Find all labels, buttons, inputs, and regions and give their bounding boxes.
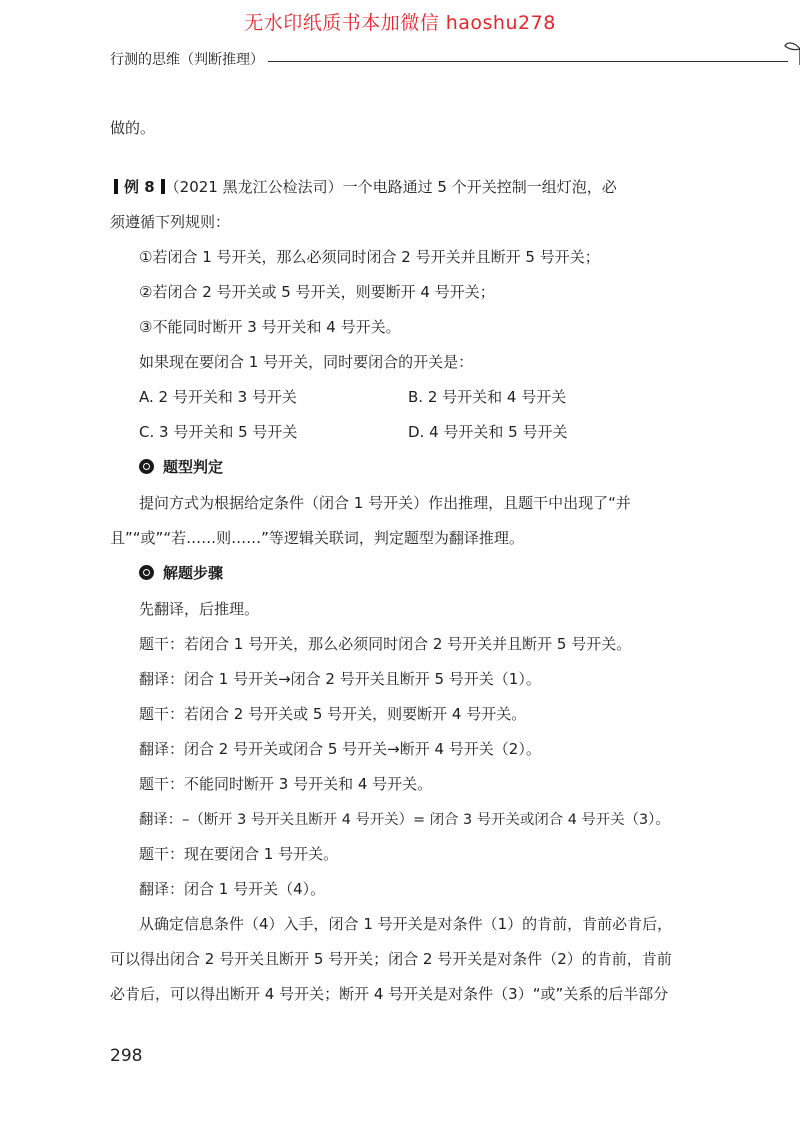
conclusion-line-3: 必肯后，可以得出断开 4 号开关；断开 4 号开关是对条件（3）“或”关系的后半部分 xyxy=(110,985,669,1003)
header-title: 行测的思维（判断推理） xyxy=(110,52,264,68)
rule-1: ①若闭合 1 号开关，那么必须同时闭合 2 号开关并且断开 5 号开关； xyxy=(139,248,600,266)
step-line: 题干：若闭合 1 号开关，那么必须同时闭合 2 号开关并且断开 5 号开关。 xyxy=(139,635,632,653)
example-intro-line-1: （2021 黑龙江公检法司）一个电路通过 5 个开关控制一组灯泡，必 xyxy=(164,178,617,196)
step-line: 题干：不能同时断开 3 号开关和 4 号开关。 xyxy=(139,775,433,793)
rule-2: ②若闭合 2 号开关或 5 号开关，则要断开 4 号开关； xyxy=(139,283,495,301)
example-label: 例 8 xyxy=(124,178,155,196)
option-a: A. 2 号开关和 3 号开关 xyxy=(139,388,297,406)
step-line: 题干：现在要闭合 1 号开关。 xyxy=(139,845,339,863)
step-line: 翻译：–（断开 3 号开关且断开 4 号开关）= 闭合 3 号开关或闭合 4 号开关（3）。 xyxy=(139,812,670,828)
step-line: 题干：若闭合 2 号开关或 5 号开关，则要断开 4 号开关。 xyxy=(139,705,527,723)
steps-icon xyxy=(139,565,154,580)
example-heading xyxy=(114,176,617,197)
step-line: 翻译：闭合 2 号开关或闭合 5 号开关→断开 4 号开关（2）。 xyxy=(139,740,541,758)
option-c: C. 3 号开关和 5 号开关 xyxy=(139,423,298,441)
page-number: 298 xyxy=(110,1046,143,1066)
step-line: 先翻译，后推理。 xyxy=(139,600,260,618)
question-text: 如果现在要闭合 1 号开关，同时要闭合的开关是： xyxy=(139,353,474,371)
section-title-type: 题型判定 xyxy=(163,458,224,476)
page-body xyxy=(110,0,710,1142)
section-title-steps: 解题步骤 xyxy=(163,564,224,582)
example-bracket-left xyxy=(114,179,118,194)
type-line-1: 提问方式为根据给定条件（闭合 1 号开关）作出推理，且题干中出现了“并 xyxy=(139,494,631,512)
type-line-2: 且”“或”“若……则……”等逻辑关联词，判定题型为翻译推理。 xyxy=(110,529,524,547)
prev-paragraph-tail: 做的。 xyxy=(110,119,156,137)
step-line: 翻译：闭合 1 号开关→闭合 2 号开关且断开 5 号开关（1）。 xyxy=(139,670,541,688)
sprout-icon xyxy=(782,35,800,67)
conclusion-line-1: 从确定信息条件（4）入手，闭合 1 号开关是对条件（1）的肯前，肯前必肯后， xyxy=(139,915,673,933)
rule-3: ③不能同时断开 3 号开关和 4 号开关。 xyxy=(139,318,401,336)
watermark-text: 无水印纸质书本加微信 haoshu278 xyxy=(244,12,556,34)
step-line: 翻译：闭合 1 号开关（4）。 xyxy=(139,880,326,898)
example-intro-line-2: 须遵循下列规则： xyxy=(110,213,231,231)
conclusion-line-2: 可以得出闭合 2 号开关且断开 5 号开关；闭合 2 号开关是对条件（2）的肯前，肯前 xyxy=(110,950,672,968)
gear-icon xyxy=(139,459,154,474)
option-b: B. 2 号开关和 4 号开关 xyxy=(408,388,567,406)
option-d: D. 4 号开关和 5 号开关 xyxy=(408,423,568,441)
